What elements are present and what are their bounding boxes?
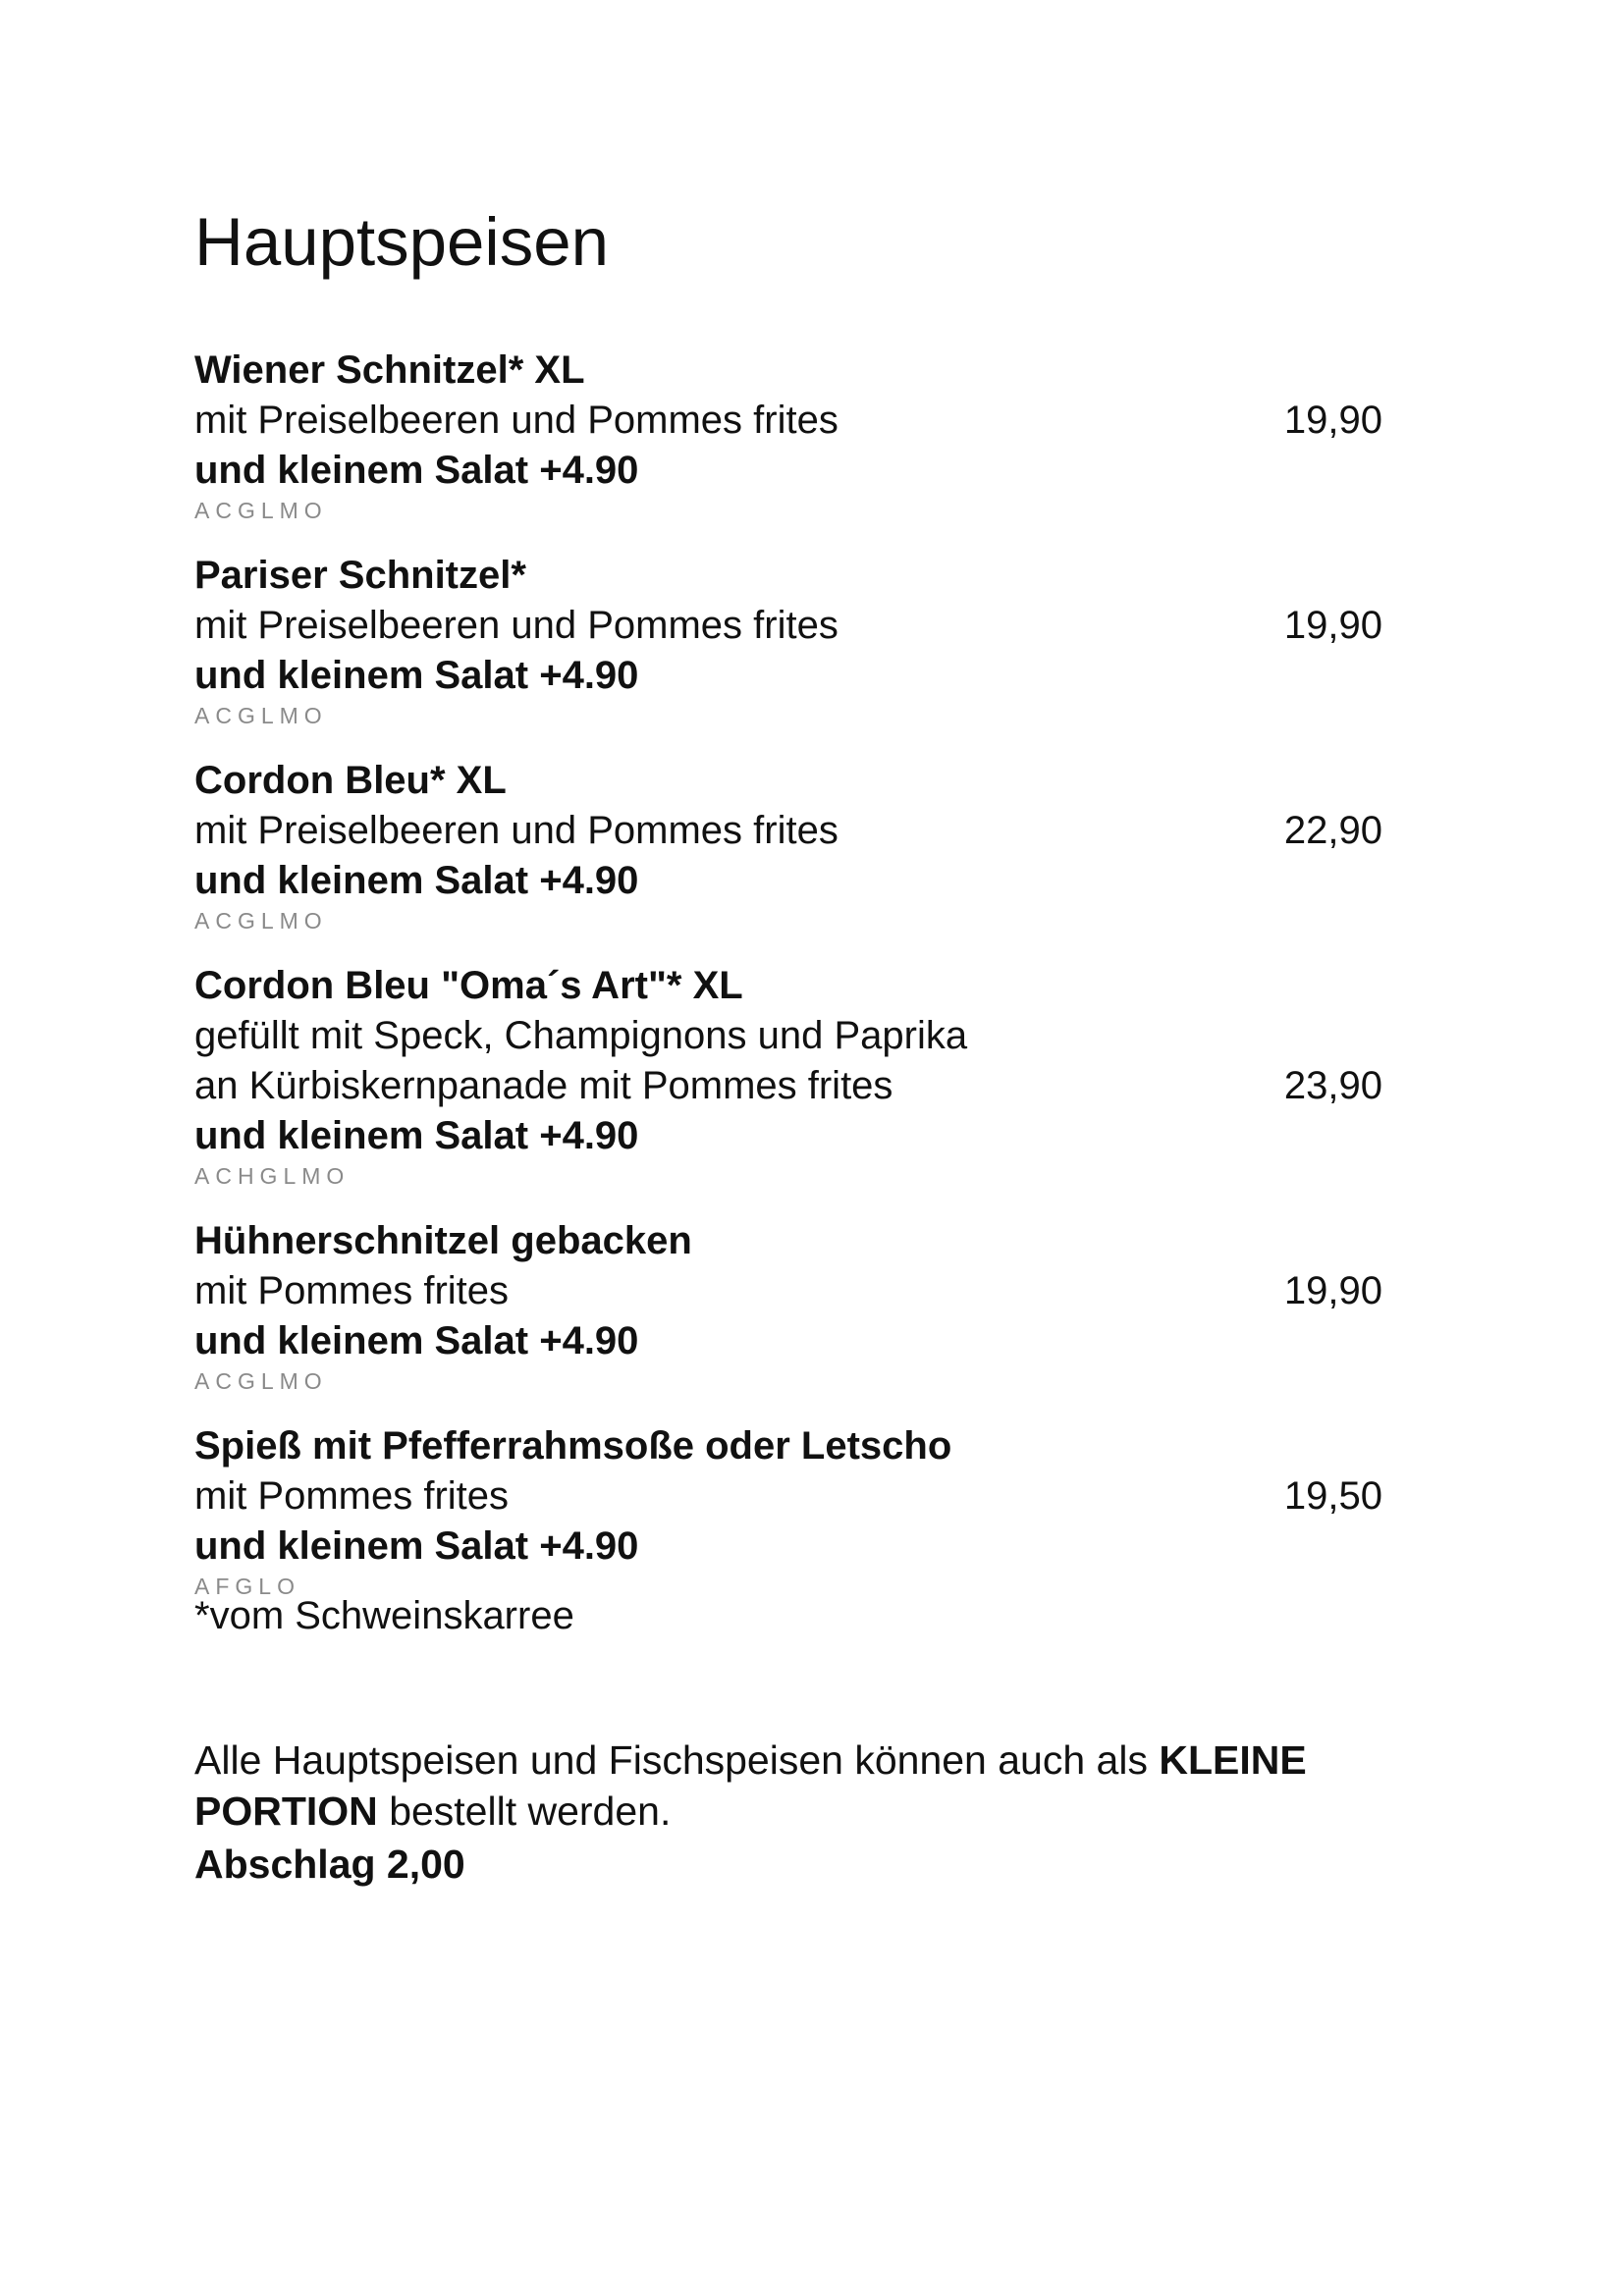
dish-description: mit Preiselbeeren und Pommes frites [194,809,839,852]
allergen-codes: ACHGLMO [194,1163,351,1189]
menu-list [194,346,1382,1641]
dish-name: Spieß mit Pfefferrahmsoße oder Letscho [194,1424,952,1468]
allergen-codes: ACGLMO [194,498,328,523]
dish-salad-option: und kleinem Salat +4.90 [194,1524,639,1568]
allergen-codes: AFGLO [194,1574,300,1599]
menu-item [194,756,1382,935]
dish-salad-option: und kleinem Salat +4.90 [194,654,639,697]
dish-description: mit Preiselbeeren und Pommes frites [194,399,839,442]
allergen-codes: ACGLMO [194,908,328,934]
menu-item [194,1421,1382,1601]
notice-text [194,1735,1392,1837]
menu-item [194,346,1382,525]
footnote: *vom Schweinskarree [194,1594,574,1637]
small-portion-notice [194,1735,1392,1890]
menu-item [194,551,1382,730]
dish-salad-option: und kleinem Salat +4.90 [194,1114,639,1157]
notice-text-after: bestellt werden. [377,1789,672,1834]
dish-description: mit Pommes frites [194,1269,510,1312]
dish-price: 23,90 [1283,1064,1382,1107]
notice-bold-kleine: KLEINE [1159,1737,1307,1783]
notice-bold-portion: PORTION [194,1789,378,1834]
allergen-codes: ACGLMO [194,1368,328,1394]
dish-description: mit Pommes frites [194,1474,510,1518]
allergen-codes: ACGLMO [194,703,328,728]
dish-salad-option: und kleinem Salat +4.90 [194,1319,639,1362]
dish-name: Cordon Bleu "Oma´s Art"* XL [194,964,743,1007]
dish-price: 19,90 [1283,1269,1382,1312]
page-title: Hauptspeisen [194,204,609,280]
surcharge-note: Abschlag 2,00 [194,1842,465,1887]
dish-salad-option: und kleinem Salat +4.90 [194,449,639,492]
menu-item [194,961,1382,1191]
dish-name: Hühnerschnitzel gebacken [194,1219,692,1262]
dish-price: 19,90 [1283,399,1382,442]
dish-description: gefüllt mit Speck, Champignons und Paprika [194,1014,968,1057]
dish-name: Pariser Schnitzel* [194,554,526,597]
dish-price: 19,50 [1283,1474,1382,1518]
dish-description: mit Preiselbeeren und Pommes frites [194,604,839,647]
dish-price: 22,90 [1283,809,1382,852]
dish-name: Cordon Bleu* XL [194,759,507,802]
dish-salad-option: und kleinem Salat +4.90 [194,859,639,902]
dish-description: an Kürbiskernpanade mit Pommes frites [194,1064,893,1107]
dish-name: Wiener Schnitzel* XL [194,348,585,392]
menu-item [194,1216,1382,1396]
dish-price: 19,90 [1283,604,1382,647]
notice-text-before: Alle Hauptspeisen und Fischspeisen können auch als [194,1737,1160,1783]
